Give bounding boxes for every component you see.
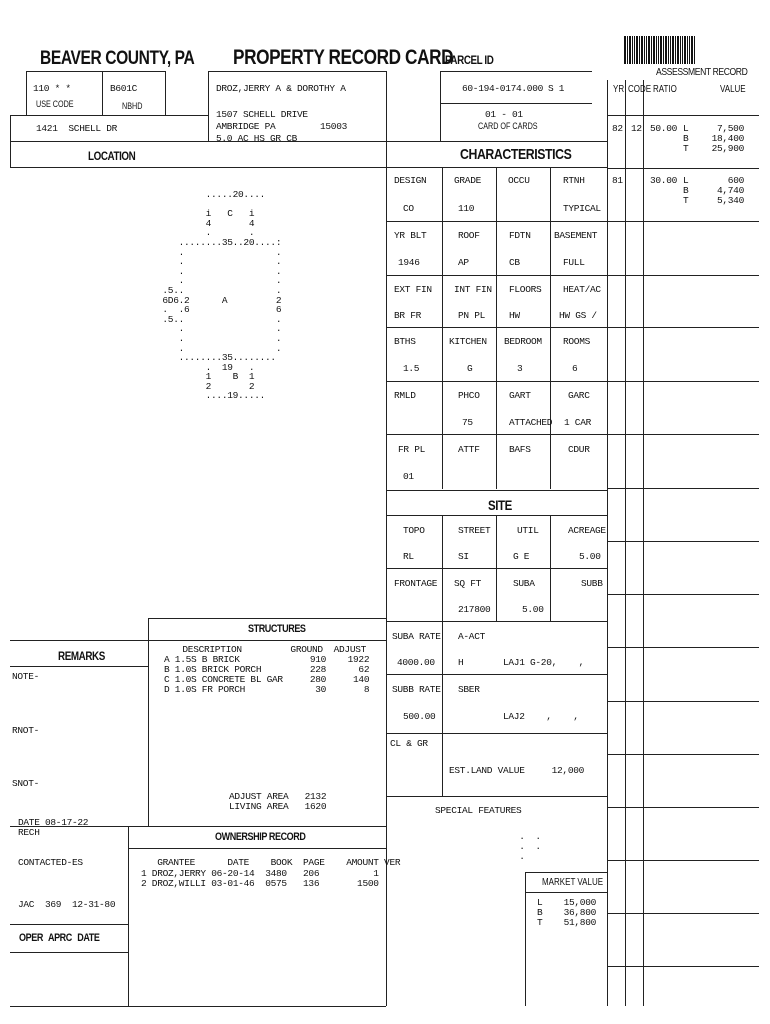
nbhd-label: NBHD <box>122 101 143 111</box>
char-label: KITCHEN <box>449 336 487 347</box>
char-label: INT FIN <box>454 284 492 295</box>
structures-title: STRUCTURES <box>248 623 306 635</box>
rule <box>607 913 759 914</box>
site-value: RL <box>403 551 414 562</box>
char-label: EXT FIN <box>394 284 432 295</box>
rule <box>10 952 128 953</box>
rule <box>148 618 386 619</box>
laj2-value: LAJ2 , , <box>503 711 579 722</box>
barcode-icon <box>624 36 696 64</box>
owner-name: DROZ,JERRY A & DOROTHY A <box>216 83 346 94</box>
rule <box>26 71 27 115</box>
building-sketch: .....20.... i C i 4 4 . . ........35..20....: . . . . . . . . .5.. . 6D6.2 A 2 . .6 6 .5.. . . . . . . . ........35........ . 19 . 1 B 1 2 2 ....19..... <box>162 189 282 402</box>
rule <box>607 701 759 702</box>
remarks-title: REMARKS <box>58 649 105 663</box>
parcel-id-label: PARCEL ID <box>445 53 494 67</box>
char-label: RTNH <box>563 175 585 186</box>
rule <box>607 966 759 967</box>
site-label: FRONTAGE <box>394 578 438 589</box>
special-features-dots: . . . . . <box>519 831 541 862</box>
rule <box>607 434 759 435</box>
rule <box>386 733 607 734</box>
rule <box>496 515 497 621</box>
assess-col-code: CODE <box>628 84 652 95</box>
rule <box>607 221 759 222</box>
rule <box>607 754 759 755</box>
remarks-rnot: RNOT- <box>12 725 40 736</box>
rule <box>128 826 129 1006</box>
market-value-values: 15,000 36,800 51,800 <box>563 897 596 928</box>
owner-address: 1507 SCHELL DRIVE <box>216 109 308 120</box>
rule <box>10 640 148 641</box>
site-value: SI <box>458 551 469 562</box>
char-label: PHCO <box>458 390 480 401</box>
char-value: ATTACHED <box>509 417 553 428</box>
rule <box>607 168 759 169</box>
location-value: 1421 SCHELL DR <box>36 123 118 134</box>
market-value-items: L B T <box>537 897 543 928</box>
rule <box>10 924 128 925</box>
characteristics-title: CHARACTERISTICS <box>460 146 572 163</box>
char-label: FR PL <box>398 444 426 455</box>
rule <box>440 71 592 72</box>
char-value: 1 CAR <box>564 417 592 428</box>
char-value: 3 <box>517 363 523 374</box>
rule <box>148 618 149 826</box>
char-label: ROOMS <box>563 336 591 347</box>
rule <box>607 275 759 276</box>
rule <box>625 80 626 1006</box>
assess-values: 7,500 18,400 25,900 <box>711 123 744 154</box>
rule <box>525 872 607 873</box>
char-value: FULL <box>563 257 585 268</box>
rule <box>442 733 443 796</box>
assess-col-yr: YR <box>613 84 625 95</box>
rule <box>442 167 443 489</box>
site-label: SUBA <box>513 578 535 589</box>
char-label: GRADE <box>454 175 482 186</box>
a-act-value: H <box>458 657 464 668</box>
rule <box>386 490 607 491</box>
char-label: BTHS <box>394 336 416 347</box>
rule <box>550 167 551 489</box>
site-value: 217800 <box>458 604 491 615</box>
cl-gr-label: CL & GR <box>390 738 428 749</box>
char-value: 1946 <box>398 257 420 268</box>
rule <box>442 515 443 733</box>
assess-ratio: 50.00 <box>650 123 678 134</box>
char-label: BEDROOM <box>504 336 542 347</box>
char-label: OCCU <box>508 175 530 186</box>
legal-description: 5.0 AC HS GR CB <box>216 133 298 144</box>
char-value: 01 <box>403 471 414 482</box>
rule <box>386 796 607 797</box>
special-features-title: SPECIAL FEATURES <box>435 805 522 816</box>
rule <box>10 666 148 667</box>
char-label: GARC <box>568 390 590 401</box>
rule <box>643 80 644 1006</box>
char-value: HW <box>509 310 520 321</box>
rule <box>386 621 607 622</box>
remarks-snot: SNOT- <box>12 778 40 789</box>
owner-city: AMBRIDGE PA <box>216 121 276 132</box>
char-value: PN PL <box>458 310 486 321</box>
char-label: HEAT/AC <box>563 284 601 295</box>
rule <box>440 71 441 141</box>
ownership-header: GRANTEE DATE BOOK PAGE AMOUNT VER <box>141 857 401 868</box>
rule <box>440 103 592 104</box>
rule <box>128 848 386 849</box>
rule <box>607 647 759 648</box>
rule <box>165 71 166 115</box>
structures-areas: ADJUST AREA 2132 LIVING AREA 1620 <box>229 791 327 812</box>
rule <box>496 167 497 489</box>
char-value: CO <box>403 203 414 214</box>
rule <box>607 594 759 595</box>
assess-items: L B T <box>683 123 689 154</box>
char-label: BASEMENT <box>554 230 598 241</box>
site-label: ACREAGE <box>568 525 606 536</box>
suba-rate-value: 4000.00 <box>397 657 435 668</box>
rule <box>607 860 759 861</box>
ownership-lines: 1 DROZ,JERRY 06-20-14 3480 206 1 2 DROZ,WILLI 03-01-46 0575 136 1500 <box>141 868 379 889</box>
char-value: 1.5 <box>403 363 420 374</box>
assess-code: 12 <box>631 123 642 134</box>
rule <box>10 115 208 116</box>
assess-items: L B T <box>683 175 689 206</box>
rule <box>525 892 607 893</box>
subb-rate-value: 500.00 <box>403 711 436 722</box>
rule <box>607 327 759 328</box>
char-label: YR BLT <box>394 230 427 241</box>
parcel-id-value: 60-194-0174.000 <box>462 83 544 94</box>
char-label: FLOORS <box>509 284 542 295</box>
char-value: 75 <box>462 417 473 428</box>
site-value: 5.00 <box>522 604 544 615</box>
char-value: 110 <box>458 203 475 214</box>
rule <box>10 1006 386 1007</box>
nbhd-value: B601C <box>110 83 138 94</box>
county-title: BEAVER COUNTY, PA <box>40 48 195 69</box>
rule <box>10 167 386 168</box>
site-value: 5.00 <box>579 551 601 562</box>
rule <box>607 115 759 116</box>
structures-lines: A 1.5S B BRICK 910 1922 B 1.0S BRICK PORCH 228 62 C 1.0S CONCRETE BL GAR 280 140 D 1.0S FR PORCH 30 8 <box>164 654 370 695</box>
char-label: GART <box>509 390 531 401</box>
char-value: HW GS / <box>559 310 597 321</box>
a-act-label: A-ACT <box>458 631 486 642</box>
rule <box>607 541 759 542</box>
rule <box>10 141 607 142</box>
rule <box>607 80 608 1006</box>
char-label: ROOF <box>458 230 480 241</box>
rule <box>607 488 759 489</box>
rule <box>208 71 386 72</box>
char-value: TYPICAL <box>563 203 601 214</box>
char-label: RMLD <box>394 390 416 401</box>
rule <box>607 381 759 382</box>
site-label: STREET <box>458 525 491 536</box>
card-value: 01 - 01 <box>485 109 523 120</box>
remarks-date: DATE 08-17-22 RECH <box>18 817 89 838</box>
owner-zip: 15003 <box>320 121 348 132</box>
site-title: SITE <box>488 497 512 513</box>
card-of-cards-label: CARD OF CARDS <box>478 121 538 131</box>
rule <box>607 807 759 808</box>
site-label: TOPO <box>403 525 425 536</box>
est-land-value: EST.LAND VALUE 12,000 <box>449 765 585 776</box>
rule <box>102 71 103 115</box>
subb-rate-label: SUBB RATE <box>392 684 441 695</box>
rule <box>148 640 386 641</box>
char-value: 6 <box>572 363 578 374</box>
site-value: G E <box>513 551 530 562</box>
sber-label: SBER <box>458 684 480 695</box>
char-value: G <box>467 363 473 374</box>
site-label: SQ FT <box>454 578 482 589</box>
char-value: CB <box>509 257 520 268</box>
assess-yr: 81 <box>612 175 623 186</box>
assess-ratio: 30.00 <box>650 175 678 186</box>
rule <box>208 71 209 141</box>
char-label: ATTF <box>458 444 480 455</box>
char-label: CDUR <box>568 444 590 455</box>
use-code-label: USE CODE <box>36 99 74 109</box>
location-label: LOCATION <box>88 149 136 163</box>
laj1-value: LAJ1 G-20, , <box>503 657 585 668</box>
rule <box>386 674 607 675</box>
assess-values: 600 4,740 5,340 <box>716 175 744 206</box>
rule <box>26 71 165 72</box>
char-label: BAFS <box>509 444 531 455</box>
use-code-value: 110 * * <box>33 83 71 94</box>
remarks-note: NOTE- <box>12 671 40 682</box>
assess-col-ratio: RATIO <box>653 84 677 95</box>
parcel-suffix: S 1 <box>548 83 565 94</box>
structures-header: DESCRIPTION GROUND ADJUST <box>150 644 367 655</box>
remarks-contacted: CONTACTED-ES <box>18 857 83 868</box>
char-value: AP <box>458 257 469 268</box>
market-value-title: MARKET VALUE <box>542 877 604 888</box>
char-label: FDTN <box>509 230 531 241</box>
rule <box>550 515 551 621</box>
site-label: UTIL <box>517 525 539 536</box>
assess-yr: 82 <box>612 123 623 134</box>
oper-aprc-date-label: OPER APRC DATE <box>19 932 100 944</box>
ownership-title: OWNERSHIP RECORD <box>215 831 306 843</box>
assessment-record-label: ASSESSMENT RECORD <box>656 66 748 78</box>
suba-rate-label: SUBA RATE <box>392 631 441 642</box>
char-value: BR FR <box>394 310 422 321</box>
assess-col-value: VALUE <box>720 84 746 95</box>
rule <box>525 872 526 1006</box>
remarks-jac: JAC 369 12-31-80 <box>18 899 116 910</box>
page-title: PROPERTY RECORD CARD <box>233 46 454 69</box>
site-label: SUBB <box>581 578 603 589</box>
char-label: DESIGN <box>394 175 427 186</box>
